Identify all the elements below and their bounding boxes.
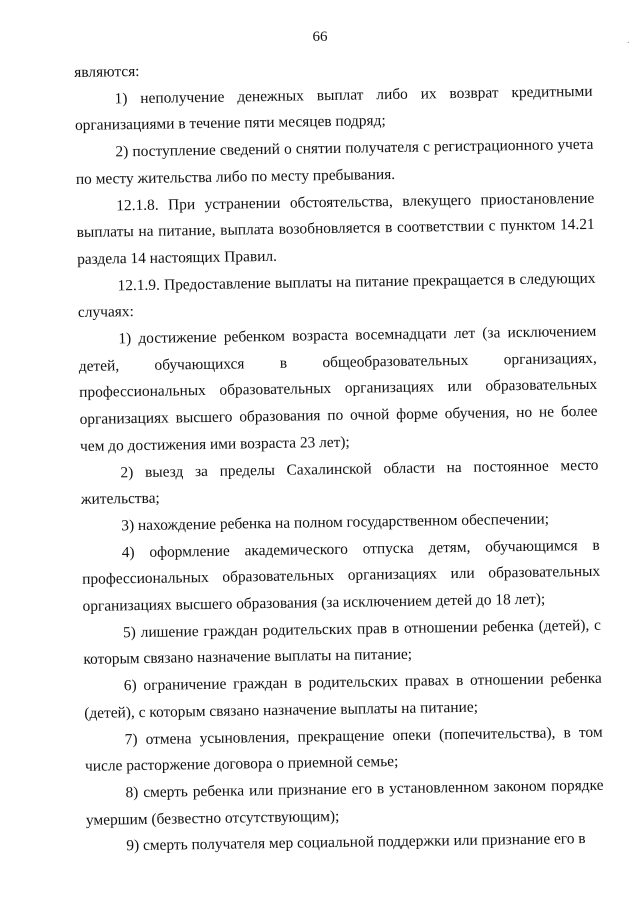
paragraph-suspension-item-1: 1) неполучение денежных выплат либо их возврат кредитными организациями в течение пяти месяцев подряд; [74, 82, 593, 135]
paragraph-termination-item-2: 2) выезд за пределы Сахалинской области на постоянное место жительства; [80, 456, 599, 509]
paragraph-12-1-8: 12.1.8. При устранении обстоятельства, влекущего приостановление выплаты на питание, выплата возобновляется в соответствии с пунктом 14.21 раздела 14 настоящих Правил. [76, 189, 595, 268]
paragraph-termination-item-1: 1) достижение ребенком возраста восемнадцати лет (за исключением детей, обучающихся в общеобразовательных организациях, профессиональных образовательных организациях или образовательных организациях высшего образования по очной форме обучения, но не более чем до достижения ими возраста 23 лет); [78, 322, 598, 455]
paragraph-continuation: являются: [74, 62, 140, 81]
paragraph-termination-item-9: 9) смерть получателя мер социальной поддержки или признание его в [126, 830, 586, 855]
paragraph-termination-item-8: 8) смерть ребенка или признание его в установленном законом порядке умершим (безвестно отсутствующим); [85, 776, 604, 829]
paragraph-termination-item-7: 7) отмена усыновления, прекращение опеки (попечительства), в том числе расторжение договора о приемной семье; [84, 723, 603, 776]
scan-edge-mark: · [626, 38, 630, 49]
paragraph-termination-item-6: 6) ограничение граждан в родительских правах в отношении ребенка (детей), с которым связано назначение выплаты на питание; [84, 669, 602, 722]
paragraph-termination-item-5: 5) лишение граждан родительских прав в отношении ребенка (детей), с которым связано назначение выплаты на питание; [83, 616, 602, 669]
paragraph-12-1-9: 12.1.9. Предоставление выплаты на питание прекращается в следующих случаях: [77, 269, 596, 322]
paragraph-termination-item-4: 4) оформление академического отпуска детям, обучающимся в профессиональных образовательных организациях или образовательных организациях высшего образования (за исключением детей до 18 лет); [82, 536, 601, 615]
page-number: 66 [312, 29, 328, 45]
paragraph-suspension-item-2: 2) поступление сведений о снятии получателя с регистрационного учета по месту жительства либо по месту пребывания. [75, 135, 594, 188]
document-body [74, 52, 605, 861]
paragraph-termination-item-3: 3) нахождение ребенка на полном государственном обеспечении; [121, 510, 550, 535]
